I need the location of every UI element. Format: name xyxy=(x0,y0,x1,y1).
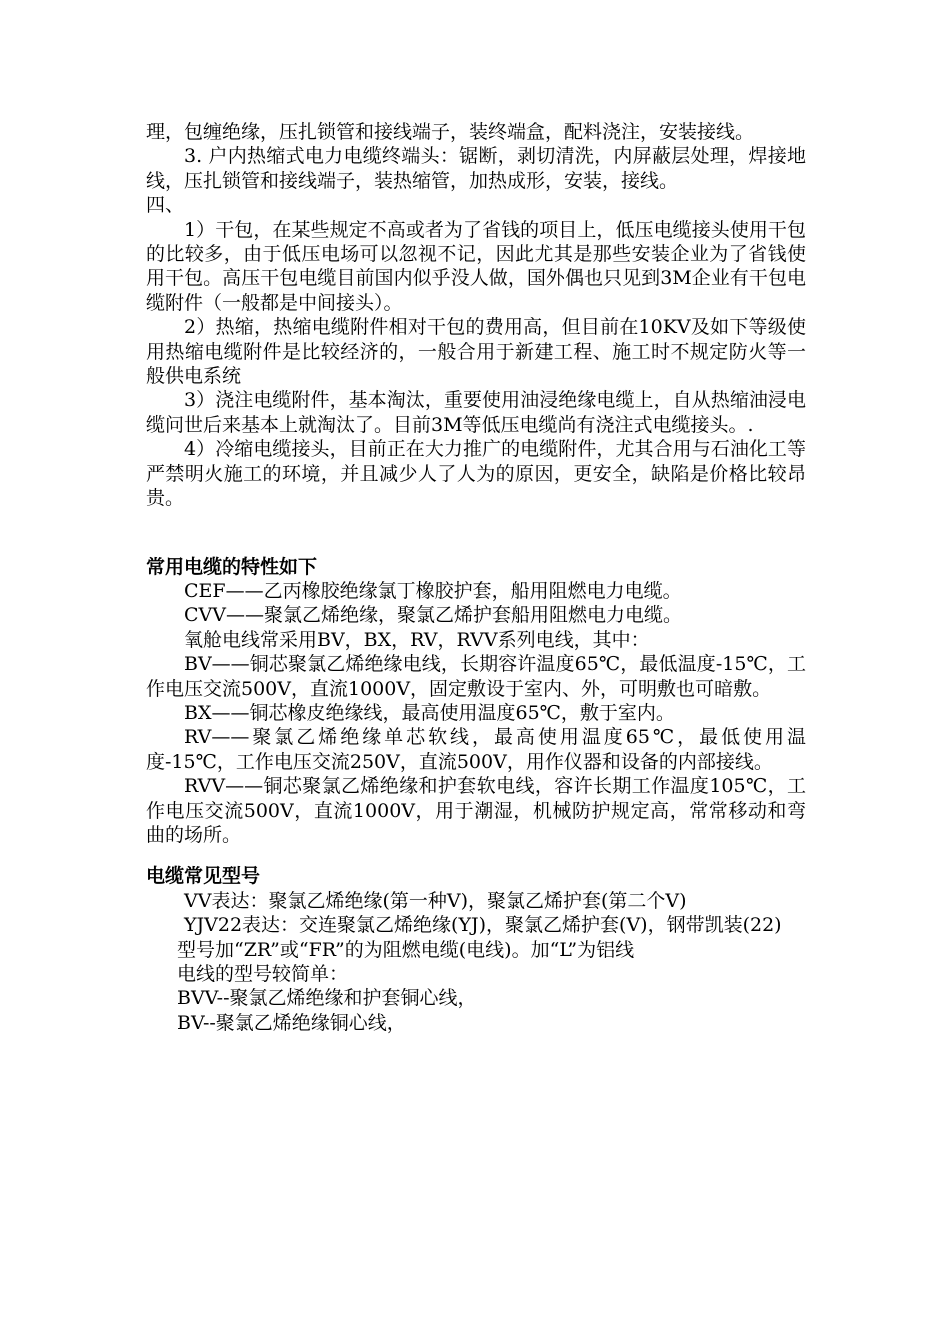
spacer xyxy=(146,847,806,864)
paragraph-heat-shrink: 2）热缩，热缩电缆附件相对干包的费用高，但目前在10KV及如下等级使用热缩电缆附件是比较经济的，一般合用于新建工程、施工时不规定防火等一般供电系统 xyxy=(146,316,806,388)
section-four-label: 四、 xyxy=(146,194,185,217)
char-line-bx: BX——铜芯橡皮绝缘线，最高使用温度65℃，敷于室内。 xyxy=(184,701,675,724)
document-page xyxy=(146,120,806,1035)
paragraph-pour: 3）浇注电缆附件，基本淘汰，重要使用油浸绝缘电缆上，自从热缩油浸电缆问世后来基本上就淘汰了。目前3M等低压电缆尚有浇注式电缆接头。. xyxy=(146,389,806,436)
model-line-zr-fr: 型号加“ZR”或“FR”的为阻燃电缆(电线)。加“L”为铝线 xyxy=(177,938,635,961)
model-line-bv: BV--聚氯乙烯绝缘铜心线， xyxy=(177,1011,406,1034)
paragraph-heat-shrink-terminal: 3. 户内热缩式电力电缆终端头：锯断，剥切清洗，内屏蔽层处理，焊接地线，压扎锁管和接线端子，装热缩管，加热成形，安装，接线。 xyxy=(146,145,806,192)
model-line-yjv22: YJV22表达：交连聚氯乙烯绝缘(YJ)，聚氯乙烯护套(V)，钢带凯装(22) xyxy=(184,914,782,937)
char-line-bv: BV——铜芯聚氯乙烯绝缘电线，长期容许温度65℃，最低温度-15℃，工作电压交流500V，直流1000V，固定敷设于室内、外，可明敷也可暗敷。 xyxy=(146,653,806,700)
char-line-rv: RV——聚氯乙烯绝缘单芯软线，最高使用温度65℃，最低使用温度-15℃，工作电压交流250V，直流500V，用作仪器和设备的内部接线。 xyxy=(146,726,806,773)
char-line-cef: CEF——乙丙橡胶绝缘氯丁橡胶护套，船用阻燃电力电缆。 xyxy=(184,579,682,602)
paragraph-install-end: 理，包缠绝缘，压扎锁管和接线端子，装终端盒，配料浇注，安装接线。 xyxy=(146,121,755,143)
heading-cable-characteristics: 常用电缆的特性如下 xyxy=(146,555,318,578)
char-line-rvv: RVV——铜芯聚氯乙烯绝缘和护套软电线，容许长期工作温度105℃，工作电压交流500V，直流1000V，用于潮湿，机械防护规定高，常常移动和弯曲的场所。 xyxy=(146,775,806,846)
heading-cable-models: 电缆常见型号 xyxy=(146,865,261,888)
model-line-bvv: BVV--聚氯乙烯绝缘和护套铜心线， xyxy=(177,987,477,1010)
paragraph-cold-shrink: 4）冷缩电缆接头，目前正在大力推广的电缆附件，尤其合用与石油化工等严禁明火施工的环境，并且减少人了人为的原因，更安全，缺陷是价格比较昂贵。 xyxy=(146,438,806,510)
model-line-wire-models: 电线的型号较简单： xyxy=(177,963,349,985)
model-line-vv: VV表达：聚氯乙烯绝缘(第一种V)，聚氯乙烯护套(第二个V) xyxy=(184,889,687,912)
spacer xyxy=(146,511,806,555)
char-line-chamber: 氧舱电线常采用BV，BX，RV，RVV系列电线，其中： xyxy=(184,628,650,651)
char-line-cvv: CVV——聚氯乙烯绝缘，聚氯乙烯护套船用阻燃电力电缆。 xyxy=(184,604,682,627)
paragraph-dry-wrap: 1）干包，在某些规定不高或者为了省钱的项目上，低压电缆接头使用干包的比较多，由于低压电场可以忽视不记，因此尤其是那些安装企业为了省钱使用干包。高压干包电缆目前国内似乎没人做，国外偶也只见到3M企业有干包电缆附件（一般都是中间接头）。 xyxy=(146,218,806,314)
